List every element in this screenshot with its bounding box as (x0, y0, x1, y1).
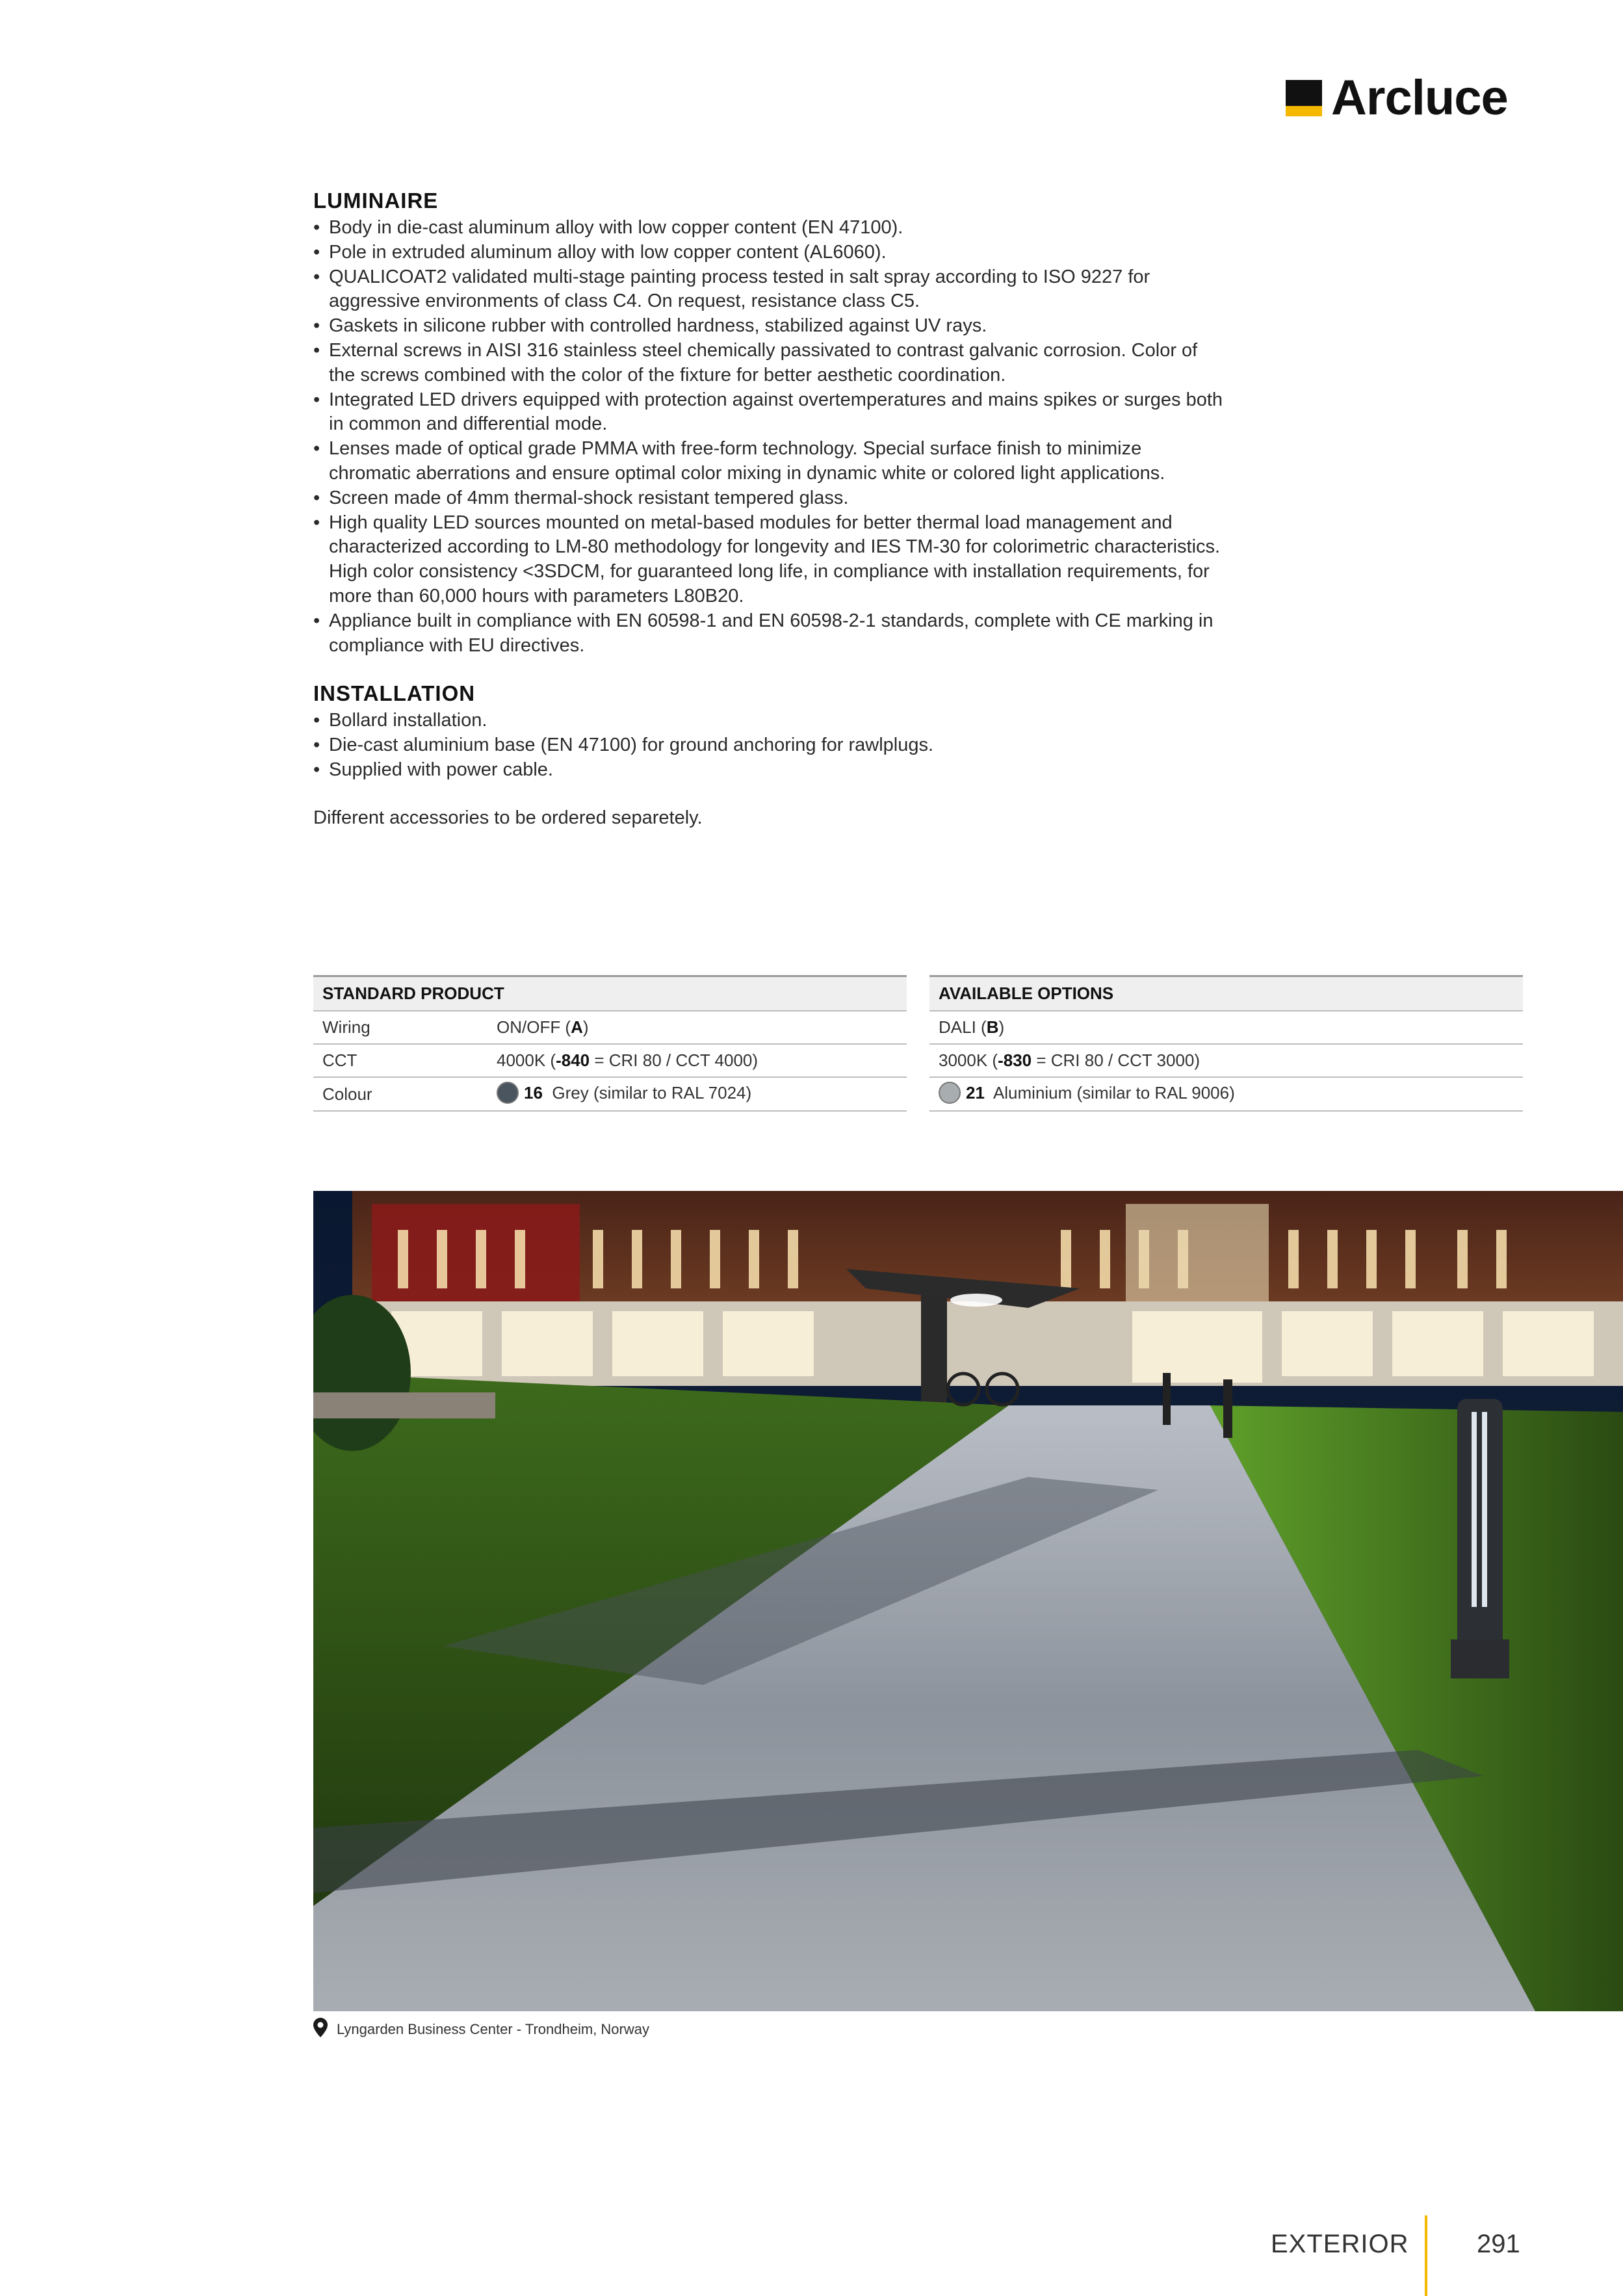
list-item-line: characterized according to LM-80 methodology for longevity and IES TM-30 for colorimetric characteristics. (329, 536, 1221, 558)
caption-text: Lyngarden Business Center - Trondheim, Norway (337, 2021, 649, 2037)
photo-caption (313, 2018, 649, 2041)
list-item (313, 709, 1301, 733)
table-row (313, 1077, 907, 1111)
colour-swatch (939, 1082, 961, 1104)
colour-swatch (497, 1082, 519, 1104)
list-item-line: more than 60,000 hours with parameters L80B20. (329, 585, 744, 607)
footer-divider (1425, 2215, 1427, 2296)
list-item (313, 314, 1301, 339)
accessories-note: Different accessories to be ordered separetely. (313, 807, 703, 828)
list-item-line: Gaskets in silicone rubber with controlled hardness, stabilized against UV rays. (329, 315, 987, 337)
table-row (929, 1044, 1523, 1077)
description-content (313, 189, 1301, 831)
list-item (313, 241, 1301, 265)
list-item-line: External screws in AISI 316 stainless steel chemically passivated to contrast galvanic corrosion. Color of (329, 339, 1198, 361)
list-item (313, 437, 1301, 486)
installation-photo (313, 1191, 1623, 2011)
list-item-line: in common and differential mode. (329, 413, 608, 435)
table-row (313, 1044, 907, 1077)
list-item-line: the screws combined with the color of the fixture for better aesthetic coordination. (329, 364, 1006, 385)
list-item-line: Lenses made of optical grade PMMA with free-form technology. Special surface finish to minimize (329, 438, 1142, 460)
installation-title: INSTALLATION (313, 681, 476, 706)
list-item-line: Screen made of 4mm thermal-shock resistant tempered glass. (329, 487, 849, 508)
list-item (313, 733, 1301, 758)
colour-value: 16 Grey (similar to RAL 7024) (487, 1077, 907, 1111)
logo-mark-icon (1286, 80, 1322, 116)
brand-logo (1286, 70, 1508, 126)
list-item-line: High color consistency <3SDCM, for guaranteed long life, in compliance with installation requirements, for (329, 561, 1210, 582)
installation-list (313, 709, 1301, 782)
list-item-line: aggressive environments of class C4. On request, resistance class C5. (329, 291, 920, 312)
option-cct-value: 3000K (-830 = CRI 80 / CCT 3000) (929, 1044, 1523, 1077)
options-header: AVAILABLE OPTIONS (929, 976, 1523, 1011)
list-item-line: Bollard installation. (329, 710, 487, 731)
luminaire-title: LUMINAIRE (313, 189, 439, 213)
list-item (313, 265, 1301, 315)
list-item-line: Integrated LED drivers equipped with protection against overtemperatures and mains spikes or surges both (329, 389, 1223, 410)
list-item (313, 486, 1301, 511)
colour-label: Colour (313, 1077, 487, 1111)
cct-label: CCT (313, 1044, 487, 1077)
location-pin-icon (313, 2018, 328, 2041)
list-item (313, 339, 1301, 388)
table-row (929, 1077, 1523, 1111)
page-number: 291 (1477, 2230, 1520, 2258)
list-item (313, 511, 1301, 609)
wiring-label: Wiring (313, 1011, 487, 1044)
option-wiring-value: DALI (B) (929, 1011, 1523, 1044)
list-item-line: Appliance built in compliance with EN 60598-1 and EN 60598-2-1 standards, complete with CE marking in (329, 610, 1214, 631)
list-item-line: Body in die-cast aluminum alloy with low copper content (EN 47100). (329, 217, 903, 238)
list-item (313, 758, 1301, 783)
table-row (313, 1011, 907, 1044)
standard-header: STANDARD PRODUCT (313, 976, 907, 1011)
luminaire-list (313, 216, 1301, 658)
table-row (929, 1011, 1523, 1044)
list-item-line: Pole in extruded aluminum alloy with low copper content (AL6060). (329, 241, 887, 263)
list-item-line: QUALICOAT2 validated multi-stage painting process tested in salt spray according to ISO 9227 for (329, 266, 1150, 287)
list-item-line: High quality LED sources mounted on metal-based modules for better thermal load management and (329, 512, 1173, 533)
list-item-line: Supplied with power cable. (329, 759, 553, 780)
list-item (313, 609, 1301, 659)
list-item (313, 388, 1301, 437)
wiring-value: ON/OFF (A) (487, 1011, 907, 1044)
section-label: EXTERIOR (1271, 2230, 1409, 2258)
standard-product-table (313, 975, 907, 1112)
option-colour-value: 21 Aluminium (similar to RAL 9006) (929, 1077, 1523, 1111)
list-item-line: Die-cast aluminium base (EN 47100) for ground anchoring for rawlplugs. (329, 735, 934, 756)
list-item-line: compliance with EU directives. (329, 634, 585, 656)
brand-name: Arcluce (1331, 70, 1508, 125)
list-item-line: chromatic aberrations and ensure optimal color mixing in dynamic white or colored light applications. (329, 462, 1165, 484)
list-item (313, 216, 1301, 241)
cct-value: 4000K (-840 = CRI 80 / CCT 4000) (487, 1044, 907, 1077)
available-options-table (929, 975, 1523, 1112)
